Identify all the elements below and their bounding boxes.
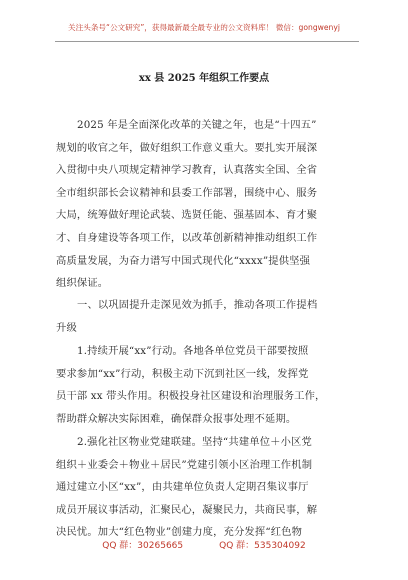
promo-header: 关注头条号“公文研究”，获得最新最全最专业的公文资料库！ 微信：gongwenyj (68, 23, 340, 32)
text-line: 要求参加“xx”行动，积极主动下沉到社区一线，发挥党 (56, 367, 309, 380)
header-divider (55, 41, 359, 42)
text-line: 2025 年是全面深化改革的关键之年，也是“十四五” (77, 119, 317, 131)
document-title: xx 县 2025 年组织工作要点 (138, 73, 270, 84)
text-line: 组织＋业委会＋物业＋居民”党建引领小区治理工作机制 (56, 458, 313, 471)
qq-footer (0, 538, 408, 551)
paragraph-item-1 (56, 340, 352, 430)
text-line: 帮助群众解决实际困难，确保群众报事处理不延期。 (56, 412, 297, 425)
text-line: 决民忧。加大“红色物业”创建力度，充分发挥“红色物 (56, 526, 303, 539)
text-line: 员干部 xx 带头作用。积极投身社区建设和治理服务工作， (56, 390, 326, 403)
text-line: 一、以巩固提升走深见效为抓手，推动各项工作提档 (77, 299, 318, 311)
text-line: 通过建立小区“xx”，由共建单位负责人定期召集议事厅 (56, 481, 309, 494)
text-line: 成员开展议事活动，汇聚民心，凝聚民力，共商民事，解 (56, 503, 318, 516)
text-line: 1.持续开展“xx”行动。各地各单位党员干部要按照 (77, 345, 309, 357)
text-line: 全市组织部长会议精神和县委工作部署，围绕中心、服务 (56, 186, 318, 199)
text-line: 才、自身建设等各项工作，以改革创新精神推动组织工作 (56, 231, 318, 244)
text-line: 规划的收官之年，做好组织工作意义重大。要扎实开展深 (56, 141, 318, 154)
text-line: 高质量发展，为奋力谱写中国式现代化“xxxx”提供坚强 (56, 254, 311, 267)
text-line: 升级 (56, 321, 77, 334)
section-heading-1 (56, 294, 352, 339)
paragraph-intro (56, 114, 352, 295)
text-line: 入贯彻中央八项规定精神学习教育，认真落实全国、全省 (56, 164, 318, 177)
text-line: 大局，统筹做好理论武装、选贤任能、强基固本、育才聚 (56, 209, 318, 222)
text-line: 组织保证。 (56, 277, 109, 290)
qq-group-2: QQ 群：535304092 (219, 541, 306, 551)
qq-group-1: QQ 群：30265665 (102, 541, 184, 551)
text-line: 2.强化社区物业党建联建。坚持“共建单位＋小区党 (77, 436, 312, 448)
paragraph-item-2 (56, 431, 352, 544)
